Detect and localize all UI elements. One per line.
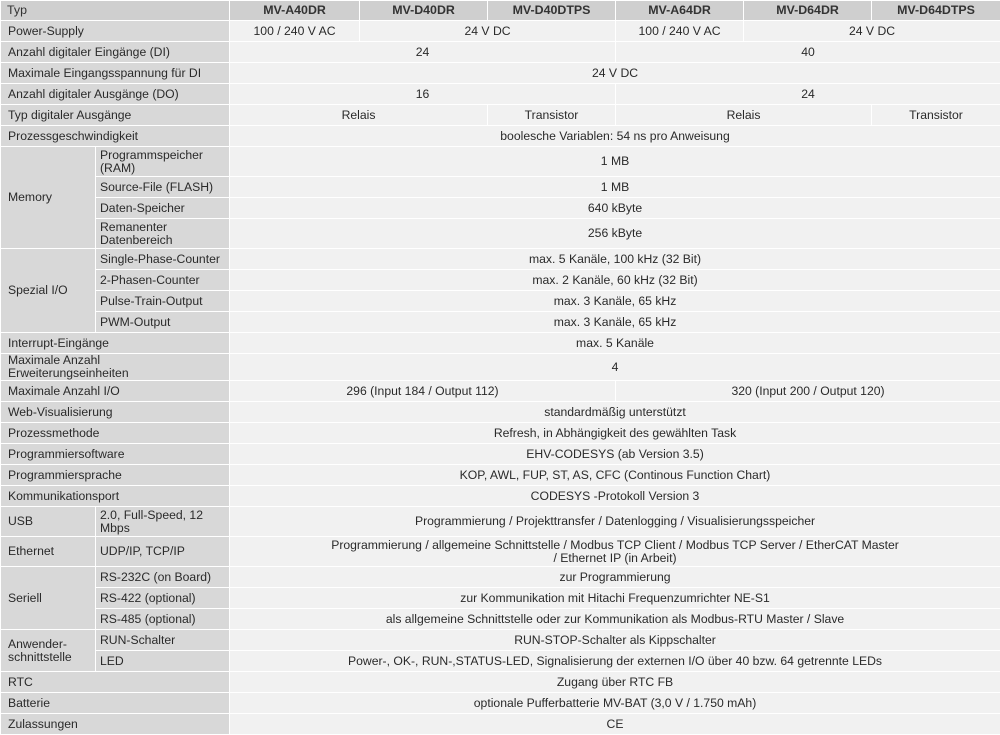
table-row [1,219,1000,249]
row-label: Interrupt-Eingänge [1,333,230,354]
table-row [1,333,1000,354]
cell-value: Relais [230,105,488,126]
sub-label: RS-485 (optional) [96,609,230,630]
cell-value: max. 3 Kanäle, 65 kHz [230,291,1000,312]
model-header: MV-D40DTPS [488,1,616,21]
table-row [1,672,1000,693]
row-label: Power-Supply [1,21,230,42]
row-label: Typ digitaler Ausgänge [1,105,230,126]
cell-value: max. 5 Kanäle [230,333,1000,354]
sub-label: Pulse-Train-Output [96,291,230,312]
cell-value: 1 MB [230,177,1000,198]
table-row [1,249,1000,270]
table-row [1,537,1000,567]
cell-value: 24 V DC [360,21,616,42]
cell-value: Refresh, in Abhängigkeit des gewählten Task [230,423,1000,444]
table-row [1,291,1000,312]
cell-value: 296 (Input 184 / Output 112) [230,381,616,402]
table-row [1,693,1000,714]
table-row [1,507,1000,537]
cell-value: zur Kommunikation mit Hitachi Frequenzumrichter NE-S1 [230,588,1000,609]
group-label: Spezial I/O [1,249,96,333]
row-label: Ethernet [1,537,96,567]
sub-label: RS-232C (on Board) [96,567,230,588]
cell-value: 100 / 240 V AC [616,21,744,42]
cell-value: Transistor [488,105,616,126]
table-row [1,444,1000,465]
sub-label: Programmspeicher (RAM) [96,147,230,177]
cell-value: zur Programmierung [230,567,1000,588]
sub-label: LED [96,651,230,672]
cell-value: 4 [230,354,1000,381]
cell-value: max. 3 Kanäle, 65 kHz [230,312,1000,333]
cell-value: boolesche Variablen: 54 ns pro Anweisung [230,126,1000,147]
cell-value: 100 / 240 V AC [230,21,360,42]
cell-value: 320 (Input 200 / Output 120) [616,381,1000,402]
row-label: RTC [1,672,230,693]
type-header: Typ [1,1,230,21]
cell-value: 40 [616,42,1000,63]
table-row [1,714,1000,735]
row-label: Programmiersprache [1,465,230,486]
row-label: Maximale Anzahl I/O [1,381,230,402]
cell-value: 24 V DC [744,21,1000,42]
cell-value: RUN-STOP-Schalter als Kippschalter [230,630,1000,651]
table-row [1,147,1000,177]
row-label: Anzahl digitaler Eingänge (DI) [1,42,230,63]
cell-value: Zugang über RTC FB [230,672,1000,693]
cell-value: CE [230,714,1000,735]
cell-value: 24 [616,84,1000,105]
table-row [1,63,1000,84]
cell-value: 24 V DC [230,63,1000,84]
table-row [1,354,1000,381]
sub-label: Remanenter Datenbereich [96,219,230,249]
sub-label: PWM-Output [96,312,230,333]
table-row [1,486,1000,507]
table-row [1,84,1000,105]
cell-value: optionale Pufferbatterie MV-BAT (3,0 V / 1.750 mAh) [230,693,1000,714]
table-row [1,630,1000,651]
row-label: Prozessmethode [1,423,230,444]
table-row [1,465,1000,486]
row-label: Kommunikationsport [1,486,230,507]
table-row [1,381,1000,402]
table-row [1,270,1000,291]
row-label: Maximale Eingangsspannung für DI [1,63,230,84]
cell-value: EHV-CODESYS (ab Version 3.5) [230,444,1000,465]
sub-label: Daten-Speicher [96,198,230,219]
table-row [1,198,1000,219]
row-label: Prozessgeschwindigkeit [1,126,230,147]
group-label: Memory [1,147,96,249]
cell-value: max. 2 Kanäle, 60 kHz (32 Bit) [230,270,1000,291]
table-row [1,567,1000,588]
model-header: MV-D40DR [360,1,488,21]
table-row [1,42,1000,63]
sub-label: 2.0, Full-Speed, 12 Mbps [96,507,230,537]
cell-value: Programmierung / Projekttransfer / Datenlogging / Visualisierungsspeicher [230,507,1000,537]
table-row [1,588,1000,609]
table-row [1,105,1000,126]
row-label: Web-Visualisierung [1,402,230,423]
model-header: MV-D64DR [744,1,872,21]
cell-value: 24 [230,42,616,63]
cell-value: 16 [230,84,616,105]
row-label: Anzahl digitaler Ausgänge (DO) [1,84,230,105]
cell-value: Relais [616,105,872,126]
cell-value: Transistor [872,105,1000,126]
cell-value: Power-, OK-, RUN-,STATUS-LED, Signalisierung der externen I/O über 40 bzw. 64 getrennte LEDs [230,651,1000,672]
sub-label: Source-File (FLASH) [96,177,230,198]
sub-label: 2-Phasen-Counter [96,270,230,291]
model-header: MV-A64DR [616,1,744,21]
table-row [1,651,1000,672]
cell-value: CODESYS -Protokoll Version 3 [230,486,1000,507]
cell-value: 256 kByte [230,219,1000,249]
row-label: Programmiersoftware [1,444,230,465]
row-label: Maximale Anzahl Erweiterungseinheiten [1,354,230,381]
sub-label: RUN-Schalter [96,630,230,651]
sub-label: RS-422 (optional) [96,588,230,609]
cell-value: Programmierung / allgemeine Schnittstelle / Modbus TCP Client / Modbus TCP Server / EtherCAT Master / Ethernet IP (in Arbeit) [230,537,1000,567]
group-label: Anwender-schnittstelle [1,630,96,672]
sub-label: UDP/IP, TCP/IP [96,537,230,567]
sub-label: Single-Phase-Counter [96,249,230,270]
cell-value: standardmäßig unterstützt [230,402,1000,423]
cell-value: als allgemeine Schnittstelle oder zur Kommunikation als Modbus-RTU Master / Slave [230,609,1000,630]
table-row [1,312,1000,333]
model-header: MV-D64DTPS [872,1,1000,21]
table-row [1,402,1000,423]
cell-value: 1 MB [230,147,1000,177]
row-label: Zulassungen [1,714,230,735]
table-row [1,423,1000,444]
cell-value: max. 5 Kanäle, 100 kHz (32 Bit) [230,249,1000,270]
header-row [1,1,1000,21]
group-label: Seriell [1,567,96,630]
table-row [1,126,1000,147]
cell-value: KOP, AWL, FUP, ST, AS, CFC (Continous Function Chart) [230,465,1000,486]
table-row [1,609,1000,630]
table-row [1,21,1000,42]
row-label: USB [1,507,96,537]
model-header: MV-A40DR [230,1,360,21]
cell-value: 640 kByte [230,198,1000,219]
table-row [1,177,1000,198]
row-label: Batterie [1,693,230,714]
